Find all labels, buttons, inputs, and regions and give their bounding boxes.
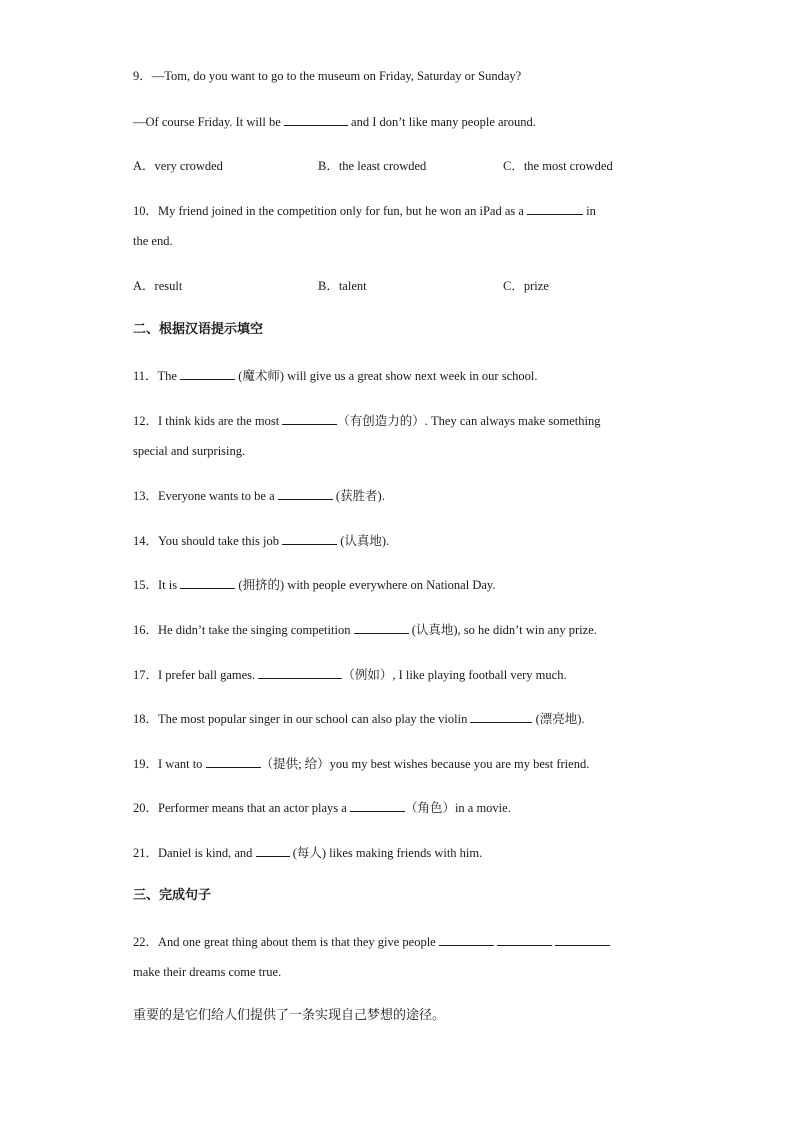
question-19	[133, 755, 589, 772]
q20-blank[interactable]	[350, 799, 405, 812]
q17-before: 17．I prefer ball games.	[133, 668, 259, 682]
question-15	[133, 576, 495, 593]
q11-blank[interactable]	[180, 367, 235, 380]
answer-text-after: and I don’t like many people around.	[347, 115, 536, 129]
question-11	[133, 367, 537, 384]
question-10-line2: the end.	[133, 234, 173, 248]
q19-before: 19．I want to	[133, 757, 206, 771]
question-12	[133, 412, 600, 429]
q21-after: (每人) likes making friends with him.	[289, 846, 483, 860]
question-18	[133, 710, 585, 727]
q12-blank[interactable]	[282, 412, 337, 425]
question-16	[133, 621, 597, 638]
q13-blank[interactable]	[278, 487, 333, 500]
q22-blank-3[interactable]	[555, 933, 610, 946]
question-10-text-after: in	[583, 204, 596, 218]
q11-before: 11．The	[133, 369, 181, 383]
question-10-text-before: 10．My friend joined in the competition only for fun, but he won an iPad as a	[133, 204, 528, 218]
q15-before: 15．It is	[133, 578, 181, 592]
answer-text-before: —Of course Friday. It will be	[133, 115, 284, 129]
q22-blank-2[interactable]	[497, 933, 552, 946]
question-20	[133, 799, 511, 816]
q10-option-c[interactable]: C．prize	[503, 279, 549, 293]
question-10	[133, 202, 596, 219]
q21-blank[interactable]	[256, 844, 290, 857]
q10-option-a[interactable]: A．result	[133, 279, 183, 293]
question-22-translation: 重要的是它们给人们提供了一条实现自己梦想的途径。	[133, 1008, 446, 1023]
q11-after: (魔术师) will give us a great show next week in our school.	[235, 369, 538, 383]
q15-after: (拥挤的) with people everywhere on National Day.	[235, 578, 496, 592]
q16-after: (认真地), so he didn’t win any prize.	[408, 623, 597, 637]
answer-blank[interactable]	[284, 113, 348, 126]
q15-blank[interactable]	[180, 576, 235, 589]
question-22	[133, 933, 610, 950]
q19-after: （提供; 给）you my best wishes because you are my best friend.	[260, 757, 590, 771]
q18-after: (漂亮地).	[532, 712, 585, 726]
q12-before: 12．I think kids are the most	[133, 414, 283, 428]
question-12-line2: special and surprising.	[133, 444, 246, 458]
q16-before: 16．He didn’t take the singing competition	[133, 623, 354, 637]
q16-blank[interactable]	[354, 621, 409, 634]
question-14	[133, 532, 389, 549]
q18-blank[interactable]	[470, 710, 532, 723]
q9-option-b[interactable]: B．the least crowded	[318, 159, 427, 173]
q21-before: 21．Daniel is kind, and	[133, 846, 256, 860]
question-13	[133, 487, 385, 504]
q14-before: 14．You should take this job	[133, 534, 283, 548]
question-10-blank[interactable]	[527, 202, 583, 215]
q13-before: 13．Everyone wants to be a	[133, 489, 278, 503]
q10-option-b[interactable]: B．talent	[318, 279, 367, 293]
question-22-line2: make their dreams come true.	[133, 965, 282, 979]
q14-blank[interactable]	[282, 532, 337, 545]
question-9-text: 9．—Tom, do you want to go to the museum on Friday, Saturday or Sunday?	[133, 69, 522, 83]
question-9-answer	[133, 113, 536, 130]
q14-after: (认真地).	[337, 534, 390, 548]
q9-option-a[interactable]: A．very crowded	[133, 159, 223, 173]
q9-option-c[interactable]: C．the most crowded	[503, 159, 613, 173]
q12-after: （有创造力的）. They can always make something	[337, 414, 601, 428]
question-21	[133, 844, 482, 861]
q17-blank[interactable]	[258, 666, 342, 679]
q18-before: 18．The most popular singer in our school can also play the violin	[133, 712, 471, 726]
q13-after: (获胜者).	[332, 489, 385, 503]
q20-before: 20．Performer means that an actor plays a	[133, 801, 350, 815]
q17-after: （例如）, I like playing football very much.	[342, 668, 567, 682]
section-2-title: 二、根据汉语提示填空	[133, 322, 264, 337]
question-9	[133, 68, 521, 84]
question-17	[133, 666, 567, 683]
q20-after: （角色）in a movie.	[404, 801, 511, 815]
q19-blank[interactable]	[206, 755, 261, 768]
q22-before: 22．And one great thing about them is that they give people	[133, 935, 439, 949]
q22-blank-1[interactable]	[439, 933, 494, 946]
section-3-title: 三、完成句子	[133, 888, 212, 903]
